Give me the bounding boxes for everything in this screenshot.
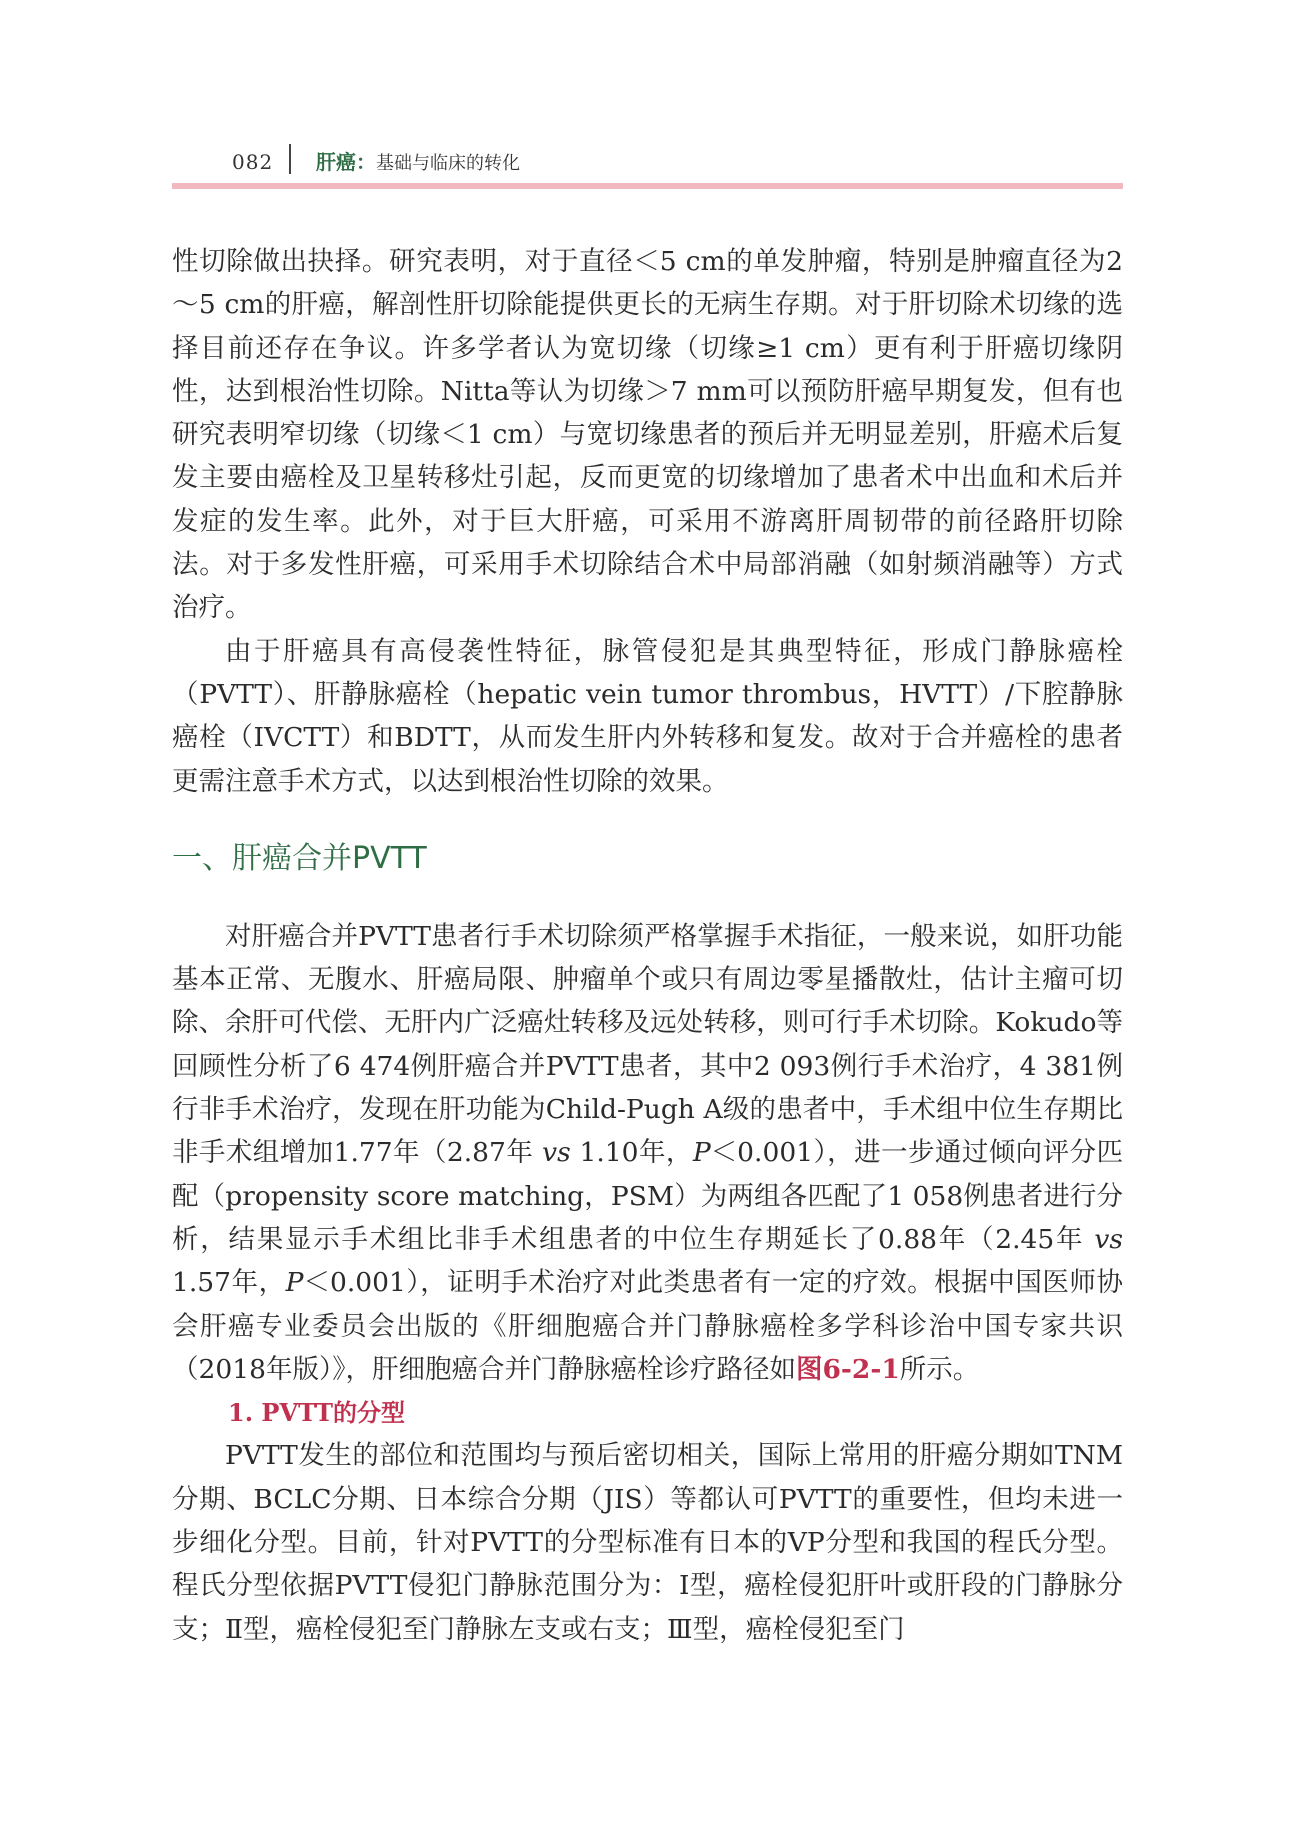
- paragraph-3-text: 1.10年，: [570, 1137, 693, 1169]
- page-number: 082: [232, 150, 274, 174]
- vs-italic: vs: [542, 1137, 571, 1169]
- book-title-main: 肝癌：: [316, 150, 376, 174]
- vs-italic: vs: [1094, 1223, 1123, 1255]
- page-body: [172, 240, 1123, 1651]
- paragraph-3-text: 1.57年，: [172, 1267, 286, 1299]
- header-divider: [289, 144, 291, 174]
- paragraph-3: [172, 915, 1123, 1391]
- sub-heading: 1. PVTT的分型: [228, 1398, 405, 1428]
- running-header: [172, 140, 1123, 190]
- figure-reference-link[interactable]: 图6-2-1: [795, 1353, 900, 1385]
- paragraph-3-text: ＜0.001），证明手术治疗对此类患者有一定的疗效。根据中国医师协会肝癌专业委员会出版的《肝细胞癌合并门静脉癌栓多学科诊治中国专家共识（2018年版）》，肝细胞癌合并门静脉癌栓诊疗路径如: [172, 1267, 1123, 1385]
- paragraph-3-text: 对肝癌合并PVTT患者行手术切除须严格掌握手术指征，一般来说，如肝功能基本正常、无腹水、肝癌局限、肿瘤单个或只有周边零星播散灶，估计主瘤可切除、余肝可代偿、无肝内广泛癌灶转移及远处转移，则可行手术切除。Kokudo等回顾性分析了6 474例肝癌合并PVTT患者，其中2 093例行手术治疗，4 381例行非手术治疗，发现在肝功能为Child-Pugh A级的患者中，手术组中位生存期比非手术组增加1.77年（2.87年: [172, 920, 1123, 1169]
- paragraph-2: 由于肝癌具有高侵袭性特征，脉管侵犯是其典型特征，形成门静脉癌栓（PVTT）、肝静脉癌栓（hepatic vein tumor thrombus，HVTT）/下腔静脉癌栓（IVCTT）和BDTT，从而发生肝内外转移和复发。故对于合并癌栓的患者更需注意手术方式，以达到根治性切除的效果。: [172, 635, 1123, 797]
- paragraph-4: PVTT发生的部位和范围均与预后密切相关，国际上常用的肝癌分期如TNM分期、BCLC分期、日本综合分期（JIS）等都认可PVTT的重要性，但均未进一步细化分型。目前，针对PVTT的分型标准有日本的VP分型和我国的程氏分型。程氏分型依据PVTT侵犯门静脉范围分为：Ⅰ型，癌栓侵犯肝叶或肝段的门静脉分支；Ⅱ型，癌栓侵犯至门静脉左支或右支；Ⅲ型，癌栓侵犯至门: [172, 1440, 1123, 1645]
- p-value-italic: P: [692, 1137, 711, 1169]
- book-title: [316, 146, 520, 175]
- section-heading: 一、肝癌合并PVTT: [172, 840, 427, 876]
- paragraph-1: 性切除做出抉择。研究表明，对于直径＜5 cm的单发肿瘤，特别是肿瘤直径为2～5 cm的肝癌，解剖性肝切除能提供更长的无病生存期。对于肝切除术切缘的选择目前还存在争议。许多学者认为宽切缘（切缘≥1 cm）更有利于肝癌切缘阴性，达到根治性切除。Nitta等认为切缘＞7 mm可以预防肝癌早期复发，但有也研究表明窄切缘（切缘＜1 cm）与宽切缘患者的预后并无明显差别，肝癌术后复发主要由癌栓及卫星转移灶引起，反而更宽的切缘增加了患者术中出血和术后并发症的发生率。此外，对于巨大肝癌，可采用不游离肝周韧带的前径路肝切除法。对于多发性肝癌，可采用手术切除结合术中局部消融（如射频消融等）方式治疗。: [172, 246, 1123, 624]
- book-title-subtitle: 基础与临床的转化: [376, 153, 520, 174]
- paragraph-3-text: ＜0.001），进一步通过倾向评分匹配（propensity score matching，PSM）为两组各匹配了1 058例患者进行分析，结果显示手术组比非手术组患者的中位生存期延长了0.88年（2.45年: [172, 1137, 1123, 1255]
- header-rule: [172, 183, 1123, 189]
- paragraph-3-text: 所示。: [899, 1353, 980, 1385]
- p-value-italic: P: [285, 1267, 304, 1299]
